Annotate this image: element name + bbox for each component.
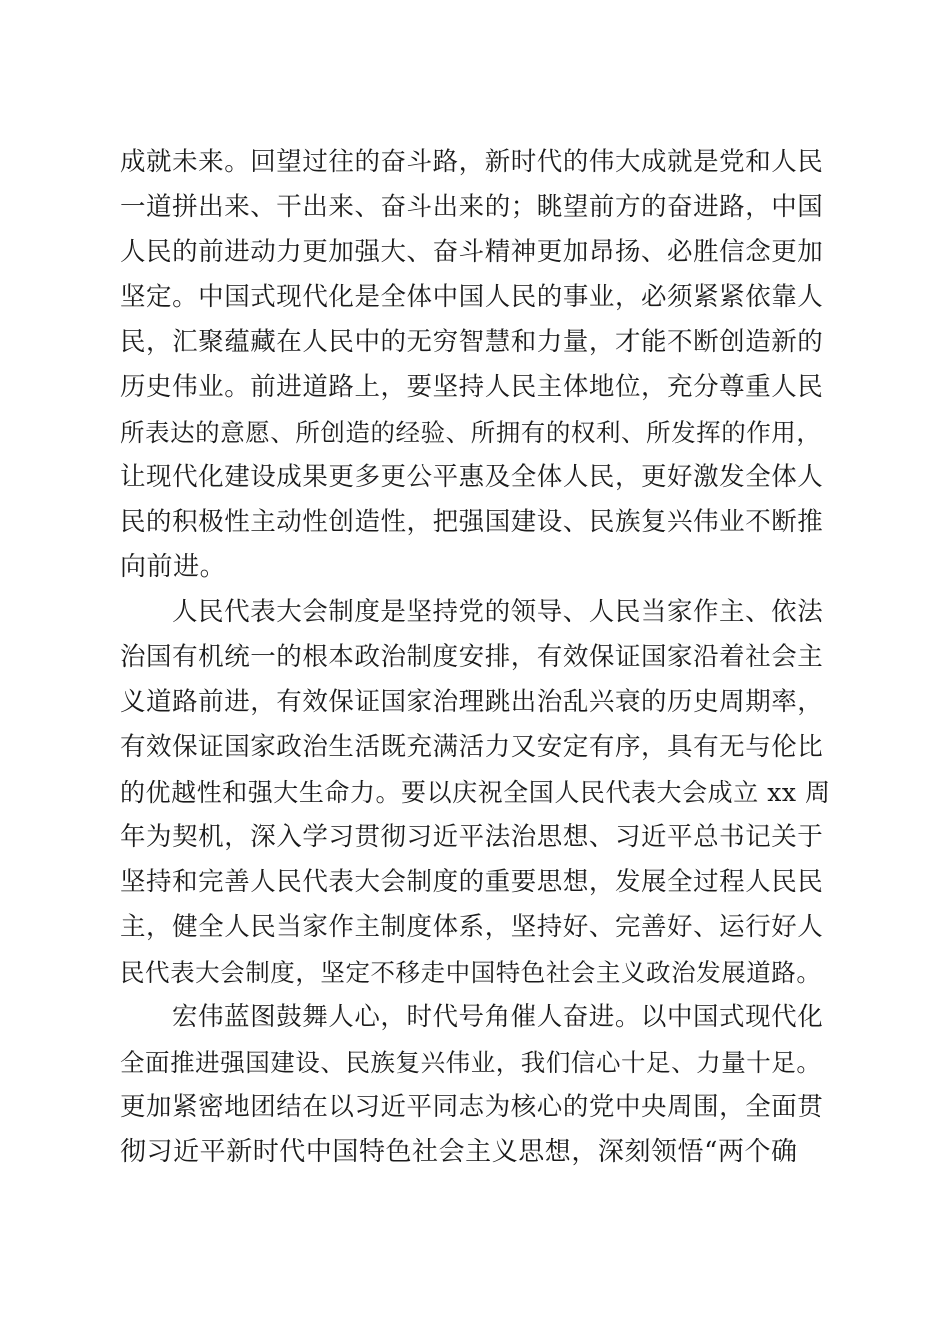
text-line: 人民代表大会制度是坚持党的领导、人民当家作主、依法 bbox=[172, 597, 824, 627]
text-line: 主，健全人民当家作主制度体系，坚持好、完善好、运行好人 bbox=[120, 912, 824, 942]
text-line: 义道路前进，有效保证国家治理跳出治乱兴衰的历史周期率， bbox=[120, 687, 824, 717]
text-line: 坚定。中国式现代化是全体中国人民的事业，必须紧紧依靠人 bbox=[120, 282, 824, 312]
text-line: 所表达的意愿、所创造的经验、所拥有的权利、所发挥的作用， bbox=[120, 418, 822, 447]
text-line: 人民的前进动力更加强大、奋斗精神更加昂扬、必胜信念更加 bbox=[120, 237, 824, 267]
text-line: 民，汇聚蕴藏在人民中的无穷智慧和力量，才能不断创造新的 bbox=[120, 327, 824, 357]
paragraph-3 bbox=[120, 995, 832, 1175]
document-body bbox=[120, 140, 832, 1175]
text-line: 宏伟蓝图鼓舞人心，时代号角催人奋进。以中国式现代化 bbox=[172, 1002, 824, 1032]
text-line: 更加紧密地团结在以习近平同志为核心的党中央周围，全面贯 bbox=[120, 1092, 824, 1122]
text-line: 全面推进强国建设、民族复兴伟业，我们信心十足、力量十足。 bbox=[120, 1048, 822, 1077]
paragraph-1 bbox=[120, 140, 832, 590]
text-line: 年为契机，深入学习贯彻习近平法治思想、习近平总书记关于 bbox=[120, 822, 824, 852]
text-line: 一道拼出来、干出来、奋斗出来的；眺望前方的奋进路，中国 bbox=[120, 192, 824, 222]
text-line: 坚持和完善人民代表大会制度的重要思想，发展全过程人民民 bbox=[120, 867, 824, 897]
paragraph-2 bbox=[120, 590, 832, 995]
text-line: 民的积极性主动性创造性，把强国建设、民族复兴伟业不断推 bbox=[120, 507, 824, 537]
text-line: 民代表大会制度，坚定不移走中国特色社会主义政治发展道路。 bbox=[120, 958, 822, 987]
text-line: 治国有机统一的根本政治制度安排，有效保证国家沿着社会主 bbox=[120, 642, 824, 672]
text-line: 向前进。 bbox=[120, 552, 227, 582]
text-line: 有效保证国家政治生活既充满活力又安定有序，具有无与伦比 bbox=[120, 732, 824, 762]
text-line: 彻习近平新时代中国特色社会主义思想，深刻领悟“两个确 bbox=[120, 1137, 798, 1167]
text-line: 历史伟业。前进道路上，要坚持人民主体地位，充分尊重人民 bbox=[120, 372, 824, 402]
text-line: 成就未来。回望过往的奋斗路，新时代的伟大成就是党和人民 bbox=[120, 147, 824, 177]
text-line: 的优越性和强大生命力。要以庆祝全国人民代表大会成立 xx 周 bbox=[120, 778, 831, 807]
text-line: 让现代化建设成果更多更公平惠及全体人民，更好激发全体人 bbox=[120, 462, 824, 492]
